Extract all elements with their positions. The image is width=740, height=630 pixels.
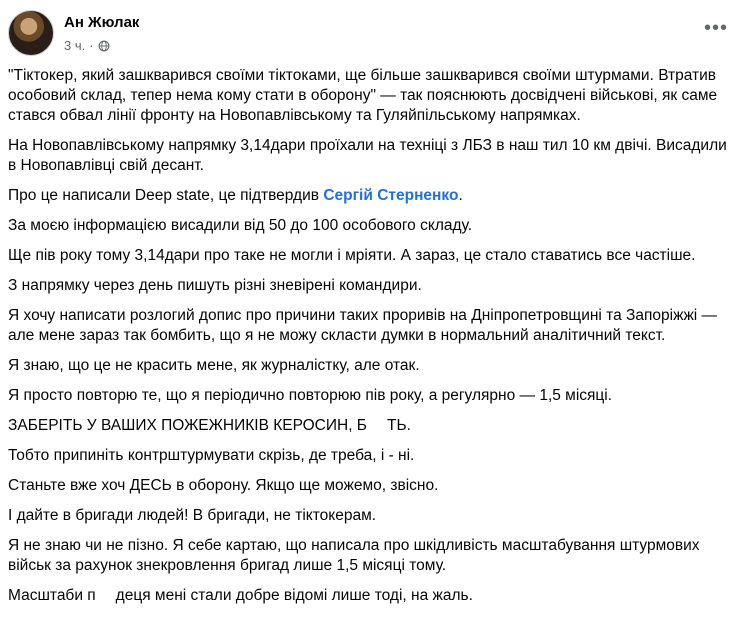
paragraph-text: ЗАБЕРІТЬ У ВАШИХ ПОЖЕЖНИКІВ КЕРОСИН, Б	[8, 417, 367, 434]
post-meta	[64, 38, 110, 53]
post-header	[8, 8, 732, 60]
paragraph-text: деця мені стали добре відомі лише тоді, на жаль.	[115, 587, 473, 604]
paragraph: Я не знаю чи не пізно. Я себе картаю, що написала про шкідливість масштабування штурмових військ за рахунок знекровлення бригад лише 1,5 місяці тому.	[8, 537, 700, 574]
paragraph-text: ТЬ.	[386, 417, 411, 434]
paragraph: Я знаю, що це не красить мене, як журналістку, але отак.	[8, 357, 420, 374]
paragraph: І дайте в бригади людей! В бригади, не тіктокерам.	[8, 507, 377, 524]
paragraph: З напрямку через день пишуть різні зневірені командири.	[8, 277, 422, 294]
avatar[interactable]	[8, 10, 54, 56]
paragraph: Станьте вже хоч ДЕСЬ в оборону. Якщо ще можемо, звісно.	[8, 477, 439, 494]
paragraph: За моєю інформацією висадили від 50 до 100 особового складу.	[8, 217, 473, 234]
paragraph: Тобто припиніть контрштурмувати скрізь, де треба, і - ні.	[8, 447, 415, 464]
author-name[interactable]: Ан Жюлак	[64, 14, 140, 31]
paragraph: Я просто повторю те, що я періодично повторюю пів року, а регулярно — 1,5 місяці.	[8, 387, 613, 404]
paragraph: Ще пів року тому 3,14дари про таке не могли і мріяти. А зараз, це стало ставатись все частіше.	[8, 247, 696, 264]
paragraph	[8, 586, 733, 606]
paragraph: На Новопавлівському напрямку 3,14дари проїхали на техніці з ЛБЗ в наш тил 10 км двічі. Висадили в Новопавлівці свій десант.	[8, 137, 727, 174]
globe-icon	[98, 40, 110, 52]
paragraph-text: Масштаби п	[8, 587, 96, 604]
paragraph-text: Про це написали Deep state, це підтвердив	[8, 187, 324, 204]
post-body	[8, 66, 733, 616]
paragraph-text: .	[458, 187, 463, 204]
post-time[interactable]: 3 ч.	[64, 38, 86, 53]
paragraph	[8, 186, 733, 206]
paragraph	[8, 416, 733, 436]
more-options-icon[interactable]: •••	[704, 16, 729, 39]
meta-separator: ·	[89, 38, 94, 53]
paragraph: "Тіктокер, який зашкварився своїми тіктоками, ще більше зашкварився своїми штурмами. Втратив особовий склад, тепер нема кому стати в оборону" — так пояснюють досвідчені військові, як саме стався обвал лінії фронту на Новопавлівському та Гуляйпільському напрямках.	[8, 67, 718, 124]
mention-link[interactable]: Сергій Стерненко	[323, 187, 459, 204]
paragraph: Я хочу написати розлогий допис про причини таких проривів на Дніпропетровщині та Запоріжжі — але мене зараз так бомбить, що я не можу скласти думки в нормальний аналітичний текст.	[8, 307, 718, 344]
